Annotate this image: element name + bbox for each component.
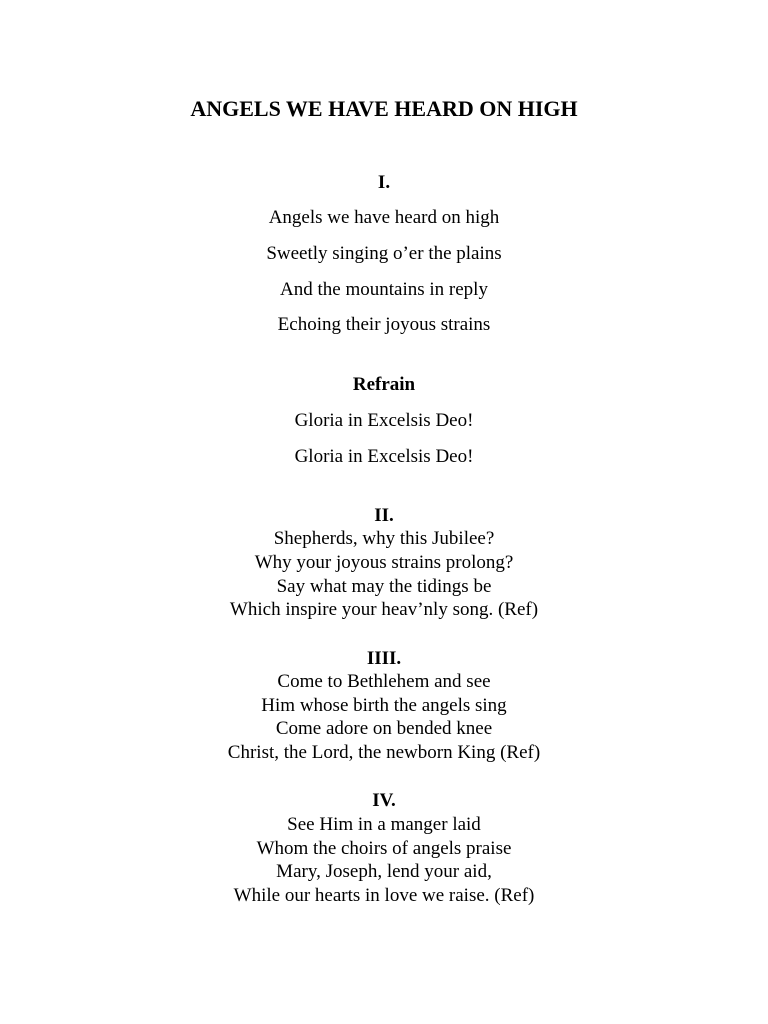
verse-4-heading: IV. (372, 790, 396, 811)
refrain-line-2: Gloria in Excelsis Deo! (294, 446, 474, 467)
verse-1-heading: I. (377, 172, 391, 193)
verse-1-line-2: Sweetly singing o’er the plains (266, 243, 502, 264)
verse-4-line-4: While our hearts in love we raise. (Ref) (233, 885, 535, 906)
verse-4-line-1: See Him in a manger laid (287, 814, 481, 835)
verse-2-line-3: Say what may the tidings be (276, 576, 492, 597)
verse-1-line-4: Echoing their joyous strains (277, 314, 491, 335)
verse-3-line-1: Come to Bethlehem and see (277, 671, 491, 692)
verse-4-line-2: Whom the choirs of angels praise (256, 838, 512, 859)
refrain-heading: Refrain (352, 374, 416, 395)
song-title: ANGELS WE HAVE HEARD ON HIGH (190, 96, 578, 121)
verse-3-line-3: Come adore on bended knee (275, 718, 493, 739)
verse-3-line-4: Christ, the Lord, the newborn King (Ref) (227, 742, 541, 763)
verse-2-line-4: Which inspire your heav’nly song. (Ref) (229, 599, 539, 620)
verse-3-heading: IIII. (366, 648, 402, 669)
verse-2-line-2: Why your joyous strains prolong? (254, 552, 514, 573)
verse-2-line-1: Shepherds, why this Jubilee? (273, 528, 495, 549)
refrain-line-1: Gloria in Excelsis Deo! (294, 410, 474, 431)
verse-2-heading: II. (374, 505, 394, 526)
verse-3-line-2: Him whose birth the angels sing (261, 695, 507, 716)
verse-1-line-3: And the mountains in reply (280, 279, 488, 300)
verse-4-line-3: Mary, Joseph, lend your aid, (276, 861, 492, 882)
verse-1-line-1: Angels we have heard on high (268, 207, 500, 228)
